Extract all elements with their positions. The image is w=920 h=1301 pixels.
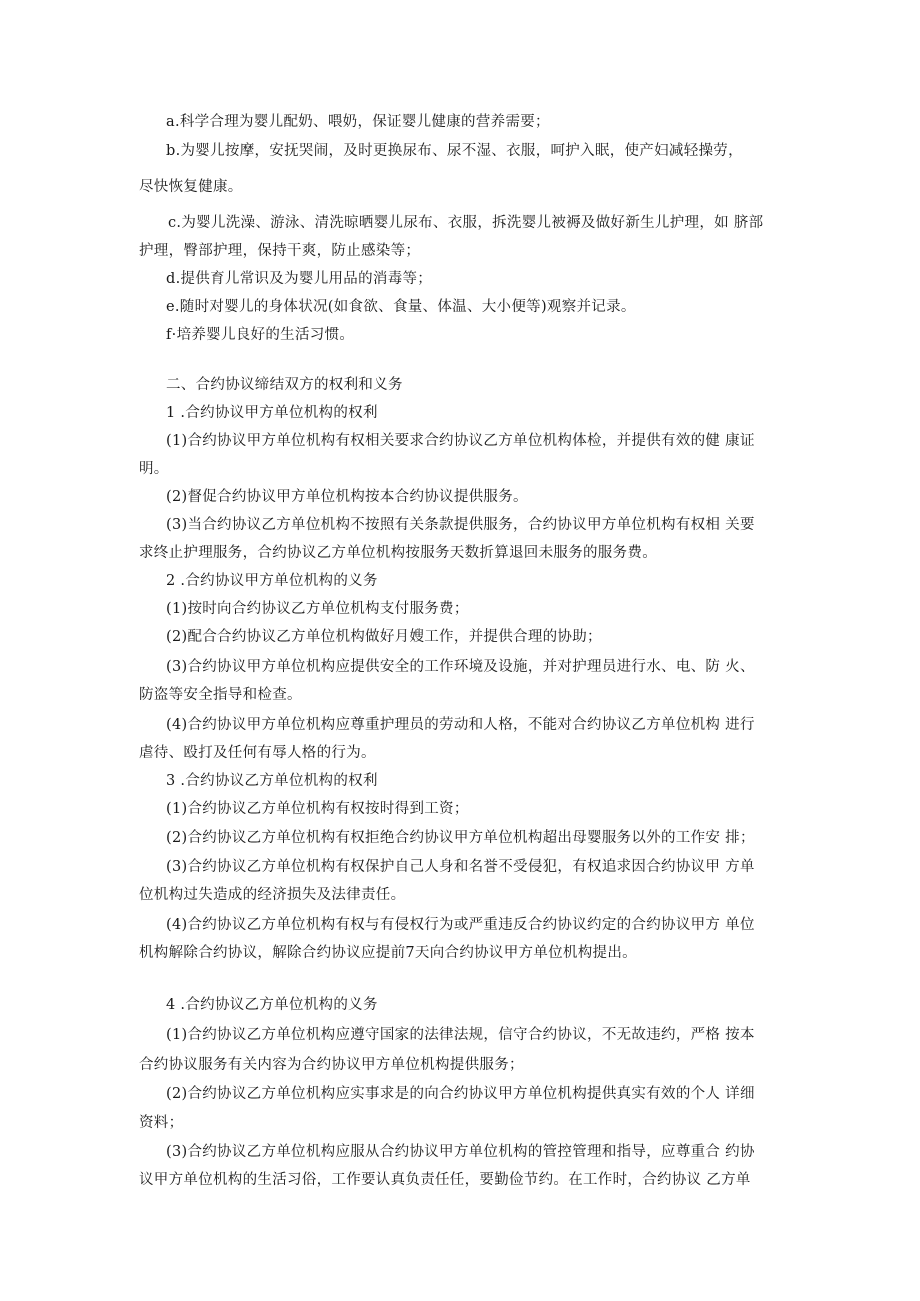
- p3-1: (1)合约协议乙方单位机构有权按时得到工资；: [166, 801, 469, 817]
- item-c-line2: 护理，臀部护理，保持干爽，防止感染等；: [139, 243, 421, 259]
- p1-1-line1: (1)合约协议甲方单位机构有权相关要求合约协议乙方单位机构体检，并提供有效的健 康证: [166, 433, 755, 449]
- item-e: e.随时对婴儿的身体状况(如食欲、食量、体温、大小便等)观察并记录。: [166, 299, 636, 315]
- item-a: a.科学合理为婴儿配奶、喂奶，保证婴儿健康的营养需要；: [166, 114, 550, 130]
- p2-heading: 2 .合约协议甲方单位机构的义务: [166, 573, 378, 589]
- p4-3-line1: (3)合约协议乙方单位机构应服从合约协议甲方单位机构的管控管理和指导，应尊重合 约协: [166, 1144, 755, 1160]
- p2-3-line1: (3)合约协议甲方单位机构应提供安全的工作环境及设施，并对护理员进行水、电、防 火、: [166, 659, 755, 675]
- p2-2: (2)配合合约协议乙方单位机构做好月嫂工作，并提供合理的协助；: [166, 629, 602, 645]
- item-c-line1: c.为婴儿洗澡、游泳、清洗晾晒婴儿尿布、衣服，拆洗婴儿被褥及做好新生儿护理，如 脐部: [168, 215, 764, 231]
- p1-2: (2)督促合约协议甲方单位机构按本合约协议提供服务。: [166, 489, 528, 505]
- p3-3-line2: 位机构过失造成的经济损失及法律责任。: [139, 887, 406, 903]
- item-b-line2: 尽快恢复健康。: [139, 179, 243, 195]
- p1-heading: 1 .合约协议甲方单位机构的权利: [166, 405, 378, 421]
- p3-2: (2)合约协议乙方单位机构有权拒绝合约协议甲方单位机构超出母婴服务以外的工作安 排；: [166, 830, 755, 846]
- item-d: d.提供育儿常识及为婴儿用品的消毒等；: [166, 271, 433, 287]
- p1-3-line2: 求终止护理服务，合约协议乙方单位机构按服务天数折算退回未服务的服务费。: [139, 545, 657, 561]
- p2-4-line2: 虐待、殴打及任何有辱人格的行为。: [139, 745, 376, 761]
- item-f: f·培养婴儿良好的生活习惯。: [166, 327, 355, 343]
- item-b-line1: b.为婴儿按摩，安抚哭闹，及时更换尿布、尿不湿、衣服，呵护入眠，使产妇减轻操劳，: [166, 143, 743, 159]
- p1-1-line2: 明。: [139, 461, 169, 477]
- p3-4-line2: 机构解除合约协议，解除合约协议应提前7天向合约协议甲方单位机构提出。: [139, 945, 637, 961]
- p1-3-line1: (3)当合约协议乙方单位机构不按照有关条款提供服务，合约协议甲方单位机构有权相 关要: [166, 517, 755, 533]
- p3-4-line1: (4)合约协议乙方单位机构有权与有侵权行为或严重违反合约协议约定的合约协议甲方 单位: [166, 917, 755, 933]
- p3-3-line1: (3)合约协议乙方单位机构有权保护自己人身和名誉不受侵犯，有权追求因合约协议甲 方单: [166, 859, 755, 875]
- p4-3-line2: 议甲方单位机构的生活习俗，工作要认真负责任任，要勤俭节约。在工作时，合约协议 乙方单: [139, 1172, 751, 1188]
- p4-1-line2: 合约协议服务有关内容为合约协议甲方单位机构提供服务；: [139, 1057, 524, 1073]
- p2-3-line2: 防盗等安全指导和检查。: [139, 687, 302, 703]
- section-heading: 二、合约协议缔结双方的权利和义务: [166, 377, 403, 393]
- p4-1-line1: (1)合约协议乙方单位机构应遵守国家的法律法规，信守合约协议，不无故违约，严格 按本: [166, 1027, 755, 1043]
- p4-2-line1: (2)合约协议乙方单位机构应实事求是的向合约协议甲方单位机构提供真实有效的个人 详细: [166, 1086, 755, 1102]
- p2-1: (1)按时向合约协议乙方单位机构支付服务费；: [166, 601, 469, 617]
- p4-2-line2: 资料；: [139, 1115, 184, 1131]
- p4-heading: 4 .合约协议乙方单位机构的义务: [166, 997, 378, 1013]
- p2-4-line1: (4)合约协议甲方单位机构应尊重护理员的劳动和人格，不能对合约协议乙方单位机构 进行: [166, 717, 755, 733]
- p3-heading: 3 .合约协议乙方单位机构的权利: [166, 773, 378, 789]
